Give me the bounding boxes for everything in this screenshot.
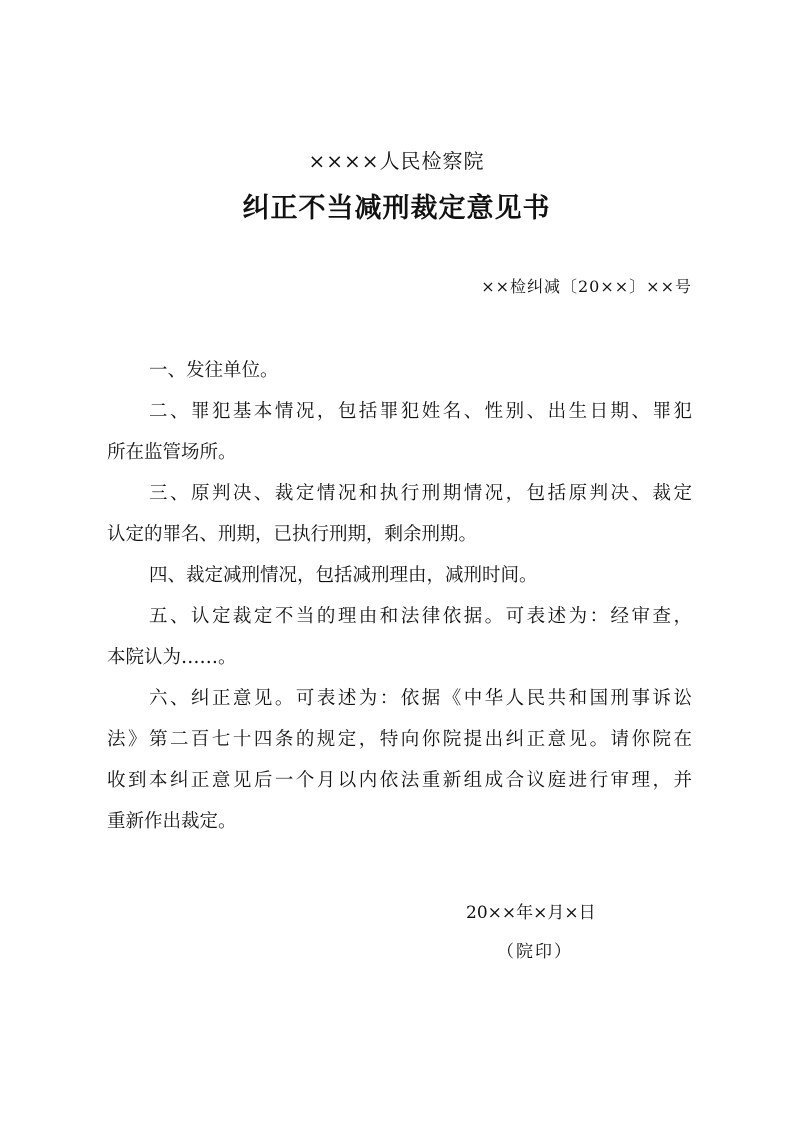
paragraph-line: 一、发往单位。 <box>149 360 279 381</box>
paragraph-5 <box>107 601 692 683</box>
paragraph-line: 本院认为……。 <box>107 647 237 668</box>
paragraph-2 <box>107 396 692 478</box>
court-seal-placeholder: （院印） <box>497 942 573 962</box>
paragraph-1 <box>107 355 692 396</box>
paragraph-4 <box>107 560 692 601</box>
document-body <box>107 355 692 847</box>
paragraph-line: 六、纠正意见。可表述为：依据《中华人民共和国刑事诉讼 <box>149 688 692 709</box>
document-title: 纠正不当减刑裁定意见书 <box>242 193 551 224</box>
paragraph-6 <box>107 683 692 847</box>
paragraph-line: 五、认定裁定不当的理由和法律依据。可表述为：经审查， <box>149 606 692 627</box>
paragraph-line: 四、裁定减刑情况，包括减刑理由，减刑时间。 <box>149 565 538 586</box>
paragraph-line: 三、原判决、裁定情况和执行刑期情况，包括原判决、裁定 <box>149 483 692 504</box>
paragraph-line: 法》第二百七十四条的规定，特向你院提出纠正意见。请你院在 <box>107 729 692 750</box>
paragraph-line: 二、罪犯基本情况，包括罪犯姓名、性别、出生日期、罪犯 <box>149 401 692 422</box>
paragraph-line: 重新作出裁定。 <box>107 811 237 832</box>
paragraph-line: 所在监管场所。 <box>107 442 237 463</box>
document-number: ××检纠减〔20××〕××号 <box>481 277 692 296</box>
issue-date: 20××年×月×日 <box>466 903 596 923</box>
paragraph-line: 认定的罪名、刑期，已执行刑期，剩余刑期。 <box>107 524 478 545</box>
issuing-organization: ××××人民检察院 <box>308 149 485 173</box>
paragraph-line: 收到本纠正意见后一个月以内依法重新组成合议庭进行审理，并 <box>107 770 692 791</box>
paragraph-3 <box>107 478 692 560</box>
